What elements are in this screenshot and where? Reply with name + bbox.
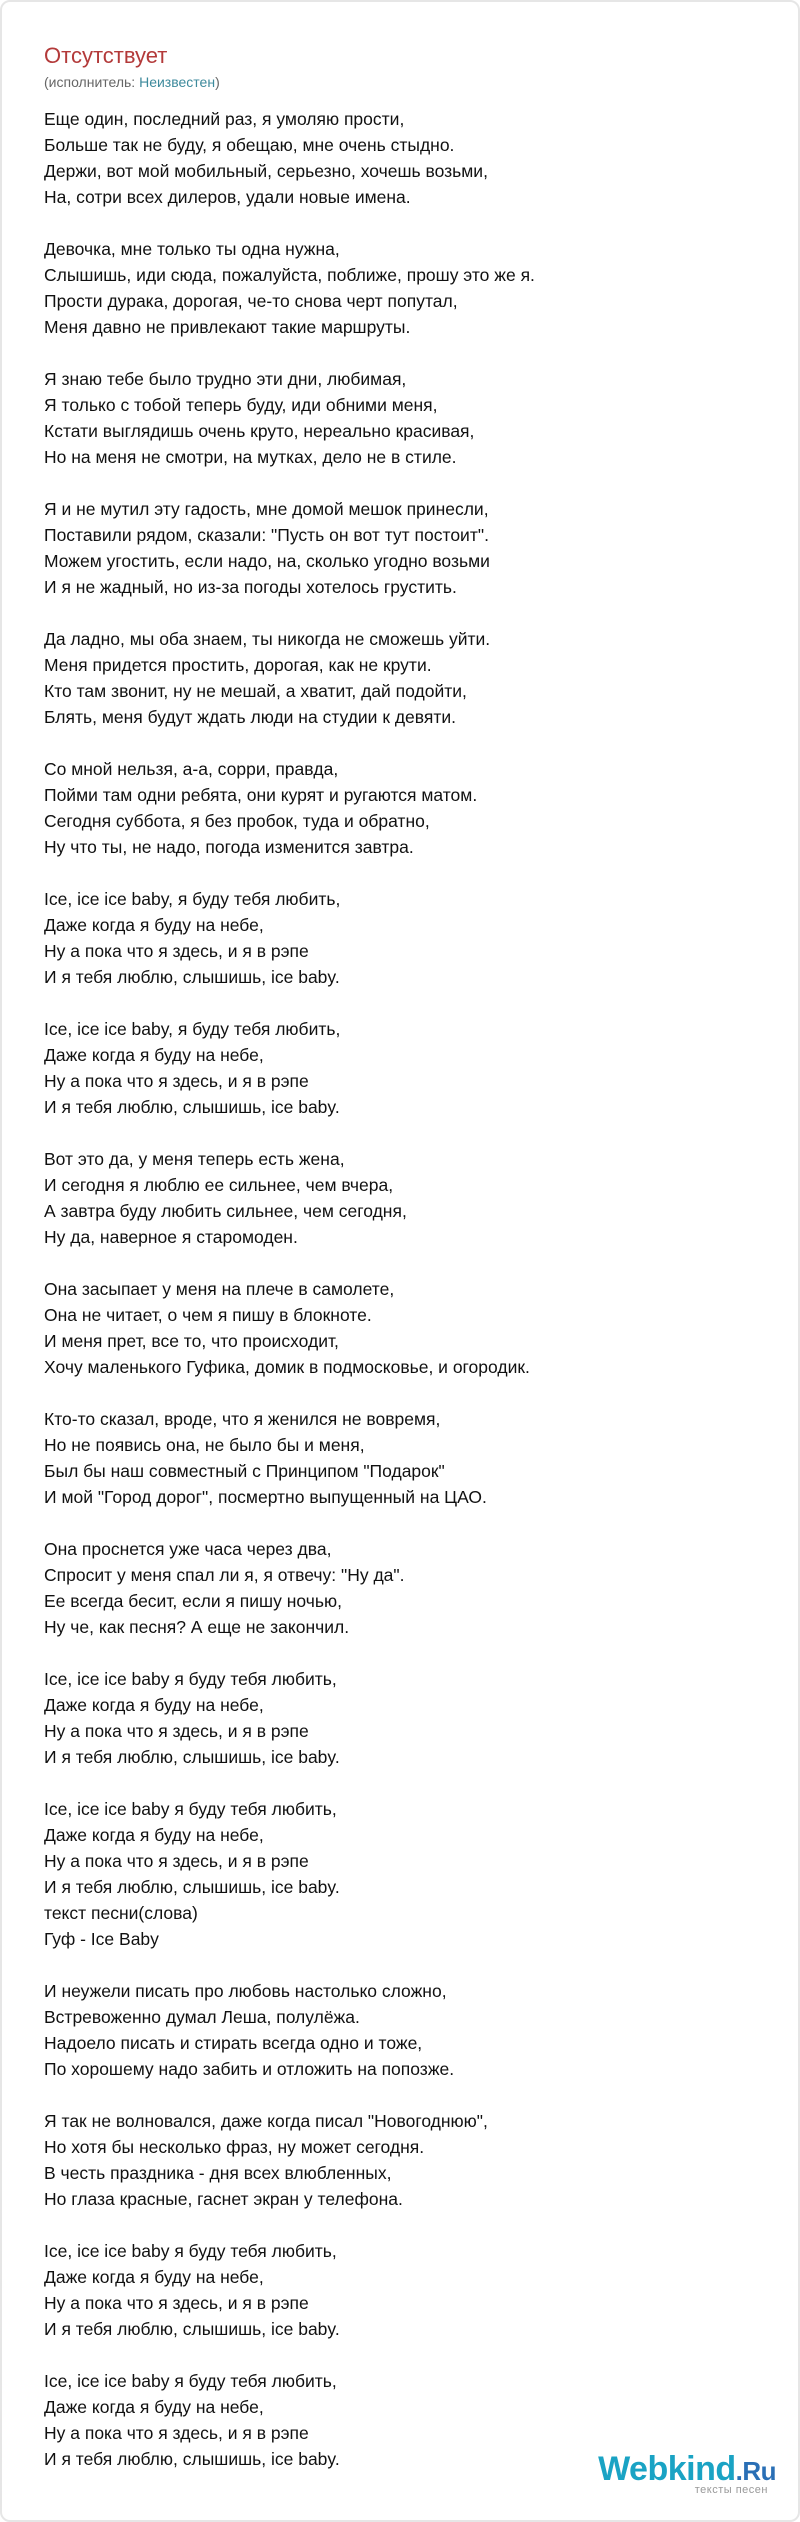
lyric-line: текст песни(слова) bbox=[44, 1903, 198, 1923]
lyric-line: Блять, меня будут ждать люди на студии к девяти. bbox=[44, 707, 457, 727]
lyric-line: Я только с тобой теперь буду, иди обними меня, bbox=[44, 395, 438, 415]
lyric-line: На, сотри всех дилеров, удали новые имена. bbox=[44, 187, 411, 207]
watermark-tld: .Ru bbox=[735, 2456, 776, 2486]
lyrics-stanza bbox=[44, 1978, 764, 2082]
lyric-line: Я и не мутил эту гадость, мне домой мешок принесли, bbox=[44, 499, 489, 519]
lyric-line: И меня прет, все то, что происходит, bbox=[44, 1331, 339, 1351]
lyrics-body bbox=[44, 106, 764, 2498]
lyric-line: Даже когда я буду на небе, bbox=[44, 1695, 264, 1715]
lyric-line: Ну а пока что я здесь, и я в рэпе bbox=[44, 1071, 309, 1091]
lyric-line: Надоело писать и стирать всегда одно и тоже, bbox=[44, 2033, 423, 2053]
lyric-line: Ice, ice ice baby, я буду тебя любить, bbox=[44, 889, 341, 909]
lyric-line: Ну что ты, не надо, погода изменится завтра. bbox=[44, 837, 414, 857]
lyric-line: Ice, ice ice baby я буду тебя любить, bbox=[44, 2371, 337, 2391]
lyric-line: В честь праздника - дня всех влюбленных, bbox=[44, 2163, 392, 2183]
lyrics-stanza bbox=[44, 1016, 764, 1120]
lyric-line: Ее всегда бесит, если я пишу ночью, bbox=[44, 1591, 342, 1611]
lyric-line: И я тебя люблю, слышишь, ice baby. bbox=[44, 1877, 340, 1897]
lyric-line: Можем угостить, если надо, на, сколько угодно возьми bbox=[44, 551, 490, 571]
lyric-line: И сегодня я люблю ее сильнее, чем вчера, bbox=[44, 1175, 394, 1195]
lyric-line: Кто там звонит, ну не мешай, а хватит, дай подойти, bbox=[44, 681, 467, 701]
lyric-line: Ну а пока что я здесь, и я в рэпе bbox=[44, 941, 309, 961]
lyric-line: Больше так не буду, я обещаю, мне очень стыдно. bbox=[44, 135, 455, 155]
lyric-line: И я не жадный, но из-за погоды хотелось грустить. bbox=[44, 577, 457, 597]
lyric-line: Я так не волновался, даже когда писал "Новогоднюю", bbox=[44, 2111, 488, 2131]
lyric-line: И мой "Город дорог", посмертно выпущенный на ЦАО. bbox=[44, 1487, 487, 1507]
watermark-tagline: тексты песен bbox=[694, 2484, 768, 2496]
lyric-line: Кстати выглядишь очень круто, нереально красивая, bbox=[44, 421, 475, 441]
lyrics-stanza bbox=[44, 106, 764, 210]
lyric-line: Поставили рядом, сказали: "Пусть он вот тут постоит". bbox=[44, 525, 489, 545]
lyric-line: Даже когда я буду на небе, bbox=[44, 1825, 264, 1845]
lyrics-stanza bbox=[44, 1796, 764, 1952]
lyric-line: И я тебя люблю, слышишь, ice baby. bbox=[44, 1747, 340, 1767]
lyric-line: Да ладно, мы оба знаем, ты никогда не сможешь уйти. bbox=[44, 629, 491, 649]
lyrics-stanza bbox=[44, 496, 764, 600]
lyric-line: По хорошему надо забить и отложить на попозже. bbox=[44, 2059, 455, 2079]
lyric-line: Девочка, мне только ты одна нужна, bbox=[44, 239, 340, 259]
lyric-line: Вот это да, у меня теперь есть жена, bbox=[44, 1149, 345, 1169]
song-title: Отсутствует bbox=[44, 43, 168, 68]
lyric-line: Пойми там одни ребята, они курят и ругаются матом. bbox=[44, 785, 478, 805]
lyric-line: Еще один, последний раз, я умоляю прости, bbox=[44, 109, 405, 129]
lyrics-stanza bbox=[44, 1666, 764, 1770]
lyric-line: Встревоженно думал Леша, полулёжа. bbox=[44, 2007, 360, 2027]
lyric-line: Она не читает, о чем я пишу в блокноте. bbox=[44, 1305, 372, 1325]
lyric-line: Ice, ice ice baby я буду тебя любить, bbox=[44, 2241, 337, 2261]
lyric-line: Даже когда я буду на небе, bbox=[44, 1045, 264, 1065]
lyric-line: Я знаю тебе было трудно эти дни, любимая, bbox=[44, 369, 407, 389]
lyric-line: Даже когда я буду на небе, bbox=[44, 2397, 264, 2417]
lyric-line: И неужели писать про любовь настолько сложно, bbox=[44, 1981, 447, 2001]
lyric-line: И я тебя люблю, слышишь, ice baby. bbox=[44, 2319, 340, 2339]
lyric-line: Ну а пока что я здесь, и я в рэпе bbox=[44, 2423, 309, 2443]
lyric-line: Даже когда я буду на небе, bbox=[44, 2267, 264, 2287]
lyric-line: И я тебя люблю, слышишь, ice baby. bbox=[44, 1097, 340, 1117]
lyric-line: Хочу маленького Гуфика, домик в подмосковье, и огородик. bbox=[44, 1357, 530, 1377]
watermark-logo bbox=[566, 2450, 776, 2500]
lyric-line: Держи, вот мой мобильный, серьезно, хочешь возьми, bbox=[44, 161, 488, 181]
lyrics-stanza bbox=[44, 1146, 764, 1250]
lyrics-stanza bbox=[44, 626, 764, 730]
lyric-line: Ну да, наверное я старомоден. bbox=[44, 1227, 298, 1247]
lyric-line: Кто-то сказал, вроде, что я женился не вовремя, bbox=[44, 1409, 441, 1429]
lyrics-stanza bbox=[44, 236, 764, 340]
lyric-line: Прости дурака, дорогая, че-то снова черт попутал, bbox=[44, 291, 458, 311]
lyric-line: Ice, ice ice baby, я буду тебя любить, bbox=[44, 1019, 341, 1039]
lyric-line: Ice, ice ice baby я буду тебя любить, bbox=[44, 1799, 337, 1819]
lyric-line: Ну а пока что я здесь, и я в рэпе bbox=[44, 1851, 309, 1871]
lyric-line: Но глаза красные, гаснет экран у телефона. bbox=[44, 2189, 403, 2209]
lyric-line: Даже когда я буду на небе, bbox=[44, 915, 264, 935]
lyrics-stanza bbox=[44, 1406, 764, 1510]
lyrics-stanza bbox=[44, 2108, 764, 2212]
lyrics-stanza bbox=[44, 1276, 764, 1380]
watermark-brand-name: Webkind bbox=[598, 2450, 736, 2488]
lyrics-stanza bbox=[44, 366, 764, 470]
lyric-line: Спросит у меня спал ли я, я отвечу: "Ну да". bbox=[44, 1565, 405, 1585]
artist-line bbox=[44, 72, 220, 92]
lyric-line: Гуф - Ice Baby bbox=[44, 1929, 159, 1949]
lyric-line: Сегодня суббота, я без пробок, туда и обратно, bbox=[44, 811, 430, 831]
lyric-line: Ну а пока что я здесь, и я в рэпе bbox=[44, 2293, 309, 2313]
song-header bbox=[44, 42, 220, 92]
lyric-line: Ice, ice ice baby я буду тебя любить, bbox=[44, 1669, 337, 1689]
lyrics-stanza bbox=[44, 2238, 764, 2342]
lyric-line: Но хотя бы несколько фраз, ну может сегодня. bbox=[44, 2137, 425, 2157]
lyric-line: А завтра буду любить сильнее, чем сегодня, bbox=[44, 1201, 407, 1221]
lyric-line: Со мной нельзя, а-а, сорри, правда, bbox=[44, 759, 339, 779]
lyric-line: Меня давно не привлекают такие маршруты. bbox=[44, 317, 411, 337]
lyric-line: Она засыпает у меня на плече в самолете, bbox=[44, 1279, 395, 1299]
lyric-line: И я тебя люблю, слышишь, ice baby. bbox=[44, 2449, 340, 2469]
lyric-line: Слышишь, иди сюда, пожалуйста, поближе, прошу это же я. bbox=[44, 265, 535, 285]
artist-suffix: ) bbox=[215, 74, 220, 90]
artist-link[interactable]: Неизвестен bbox=[139, 74, 216, 90]
lyric-line: И я тебя люблю, слышишь, ice baby. bbox=[44, 967, 340, 987]
lyric-line: Но на меня не смотри, на мутках, дело не в стиле. bbox=[44, 447, 457, 467]
lyric-line: Был бы наш совместный с Принципом "Подарок" bbox=[44, 1461, 445, 1481]
lyric-line: Она проснется уже часа через два, bbox=[44, 1539, 332, 1559]
lyric-line: Ну а пока что я здесь, и я в рэпе bbox=[44, 1721, 309, 1741]
lyric-line: Ну че, как песня? А еще не закончил. bbox=[44, 1617, 350, 1637]
lyric-line: Меня придется простить, дорогая, как не крути. bbox=[44, 655, 432, 675]
lyric-line: Но не появись она, не было бы и меня, bbox=[44, 1435, 365, 1455]
lyrics-stanza bbox=[44, 756, 764, 860]
artist-prefix: (исполнитель: bbox=[44, 74, 136, 90]
lyrics-stanza bbox=[44, 1536, 764, 1640]
lyrics-stanza bbox=[44, 886, 764, 990]
